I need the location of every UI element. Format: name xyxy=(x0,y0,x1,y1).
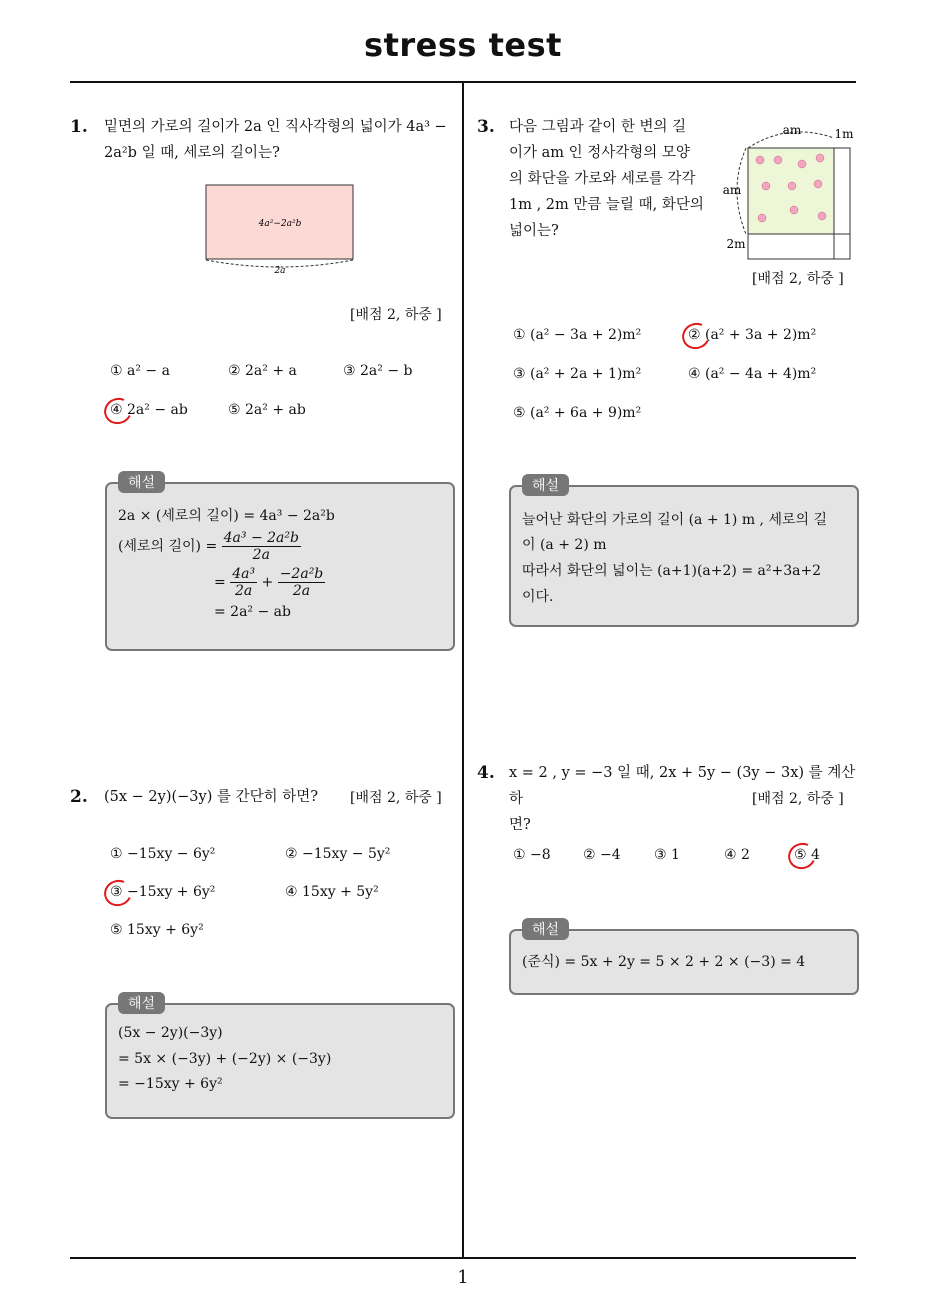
answer-circle-mark xyxy=(784,839,819,873)
plus-sign: + xyxy=(261,574,274,591)
option-5[interactable]: ⑤ 4 xyxy=(794,847,820,863)
denominator: 2a xyxy=(252,547,270,563)
question-line: x = 2 , y = −3 일 때, 2x + 5y − (3y − 3x) 를 계산하 xyxy=(509,765,856,807)
width-label: 2a xyxy=(274,266,286,276)
answer-circle-mark xyxy=(100,876,135,910)
option-3[interactable]: ③ −15xy + 6y² xyxy=(110,884,216,900)
option-5[interactable]: ⑤ 15xy + 6y² xyxy=(110,922,204,938)
garden-figure xyxy=(718,120,858,265)
explanation-line: 따라서 화단의 넓이는 (a+1)(a+2) = a²+3a+2 xyxy=(522,563,822,579)
option-3[interactable]: ③ (a² + 2a + 1)m² xyxy=(513,366,642,382)
score-label: [배점 2, 하중 ] xyxy=(752,791,844,807)
answer-circle-mark xyxy=(678,319,713,353)
option-1[interactable]: ① −8 xyxy=(513,847,551,863)
question-line: 넓이는? xyxy=(509,223,559,239)
question-text: (5x − 2y)(−3y) 를 간단히 하면? xyxy=(104,789,319,805)
option-4[interactable]: ④ 15xy + 5y² xyxy=(285,884,379,900)
explanation-line: = −15xy + 6y² xyxy=(118,1076,223,1092)
denominator: 2a xyxy=(234,583,253,599)
numerator: 4a³ xyxy=(232,566,256,582)
top-label: am xyxy=(782,123,802,137)
numerator: 4a³ − 2a²b xyxy=(223,530,299,546)
explanation-tag: 해설 xyxy=(522,474,569,496)
option-5[interactable]: ⑤ 2a² + ab xyxy=(228,402,306,418)
option-4[interactable]: ④ (a² − 4a + 4)m² xyxy=(688,366,817,382)
option-2[interactable]: ② (a² + 3a + 2)m² xyxy=(688,327,817,343)
column-divider xyxy=(462,82,464,1258)
explanation-line: 이다. xyxy=(522,589,554,605)
numerator: −2a²b xyxy=(279,566,324,582)
explanation-line xyxy=(214,566,325,599)
option-1[interactable]: ① (a² − 3a + 2)m² xyxy=(513,327,642,343)
explanation-line: (준식) = 5x + 2y = 5 × 2 + 2 × (−3) = 4 xyxy=(522,954,806,970)
explanation-tag: 해설 xyxy=(118,992,165,1014)
option-3[interactable]: ③ 1 xyxy=(654,847,680,863)
question-number: 4. xyxy=(477,763,495,783)
denominator: 2a xyxy=(292,583,311,599)
option-2[interactable]: ② −15xy − 5y² xyxy=(285,846,391,862)
rectangle-figure xyxy=(196,180,366,280)
question-line: 밑면의 가로의 길이가 2a 인 직사각형의 넓이가 4a³ − xyxy=(104,119,447,135)
score-label: [배점 2, 하중 ] xyxy=(752,271,844,287)
explanation-line xyxy=(118,530,301,563)
question-number: 1. xyxy=(70,117,88,137)
left-bottom-label: 2m xyxy=(726,237,746,251)
question-line: 의 화단을 가로와 세로를 각각 xyxy=(509,171,696,187)
question-text xyxy=(104,114,456,166)
score-label: [배점 2, 하중 ] xyxy=(350,307,442,323)
explanation-line: = 2a² − ab xyxy=(214,604,291,620)
explanation-line: 2a × (세로의 길이) = 4a³ − 2a²b xyxy=(118,508,335,524)
explanation-line: (5x − 2y)(−3y) xyxy=(118,1025,223,1041)
explanation-tag: 해설 xyxy=(118,471,165,493)
question-line: 다음 그림과 같이 한 변의 길 xyxy=(509,119,687,135)
question-text xyxy=(509,114,709,244)
option-3[interactable]: ③ 2a² − b xyxy=(343,363,413,379)
rectangle-area-label: 4a²−2a²b xyxy=(258,219,302,229)
question-line: 2a²b 일 때, 세로의 길이는? xyxy=(104,145,280,161)
explanation-line: = 5x × (−3y) + (−2y) × (−3y) xyxy=(118,1051,332,1067)
score-label: [배점 2, 하중 ] xyxy=(350,790,442,806)
fraction xyxy=(278,566,326,599)
question-number: 3. xyxy=(477,117,495,137)
option-5[interactable]: ⑤ (a² + 6a + 9)m² xyxy=(513,405,642,421)
question-line: 면? xyxy=(509,817,531,833)
question-number: 2. xyxy=(70,787,88,807)
right-top-label: 1m xyxy=(834,127,854,141)
option-4[interactable]: ④ 2 xyxy=(724,847,750,863)
question-line: 1m , 2m 만큼 늘릴 때, 화단의 xyxy=(509,197,704,213)
answer-circle-mark xyxy=(100,394,135,428)
page-number: 1 xyxy=(457,1267,469,1288)
option-1[interactable]: ① −15xy − 6y² xyxy=(110,846,216,862)
option-4[interactable]: ④ 2a² − ab xyxy=(110,402,188,418)
page-title: stress test xyxy=(364,26,562,64)
fraction xyxy=(222,530,301,563)
option-2[interactable]: ② 2a² + a xyxy=(228,363,297,379)
equals-sign: = xyxy=(214,574,226,591)
option-1[interactable]: ① a² − a xyxy=(110,363,170,379)
question-line: 이가 am 인 정사각형의 모양 xyxy=(509,145,690,161)
option-2[interactable]: ② −4 xyxy=(583,847,621,863)
left-label: am xyxy=(722,183,742,197)
explanation-line: 이 (a + 2) m xyxy=(522,537,607,553)
bottom-rule xyxy=(70,1257,856,1259)
explanation-lhs: (세로의 길이) = xyxy=(118,538,218,555)
explanation-line: 늘어난 화단의 가로의 길이 (a + 1) m , 세로의 길 xyxy=(522,512,827,528)
fraction xyxy=(230,566,257,599)
explanation-tag: 해설 xyxy=(522,918,569,940)
explanation-box xyxy=(509,485,859,627)
